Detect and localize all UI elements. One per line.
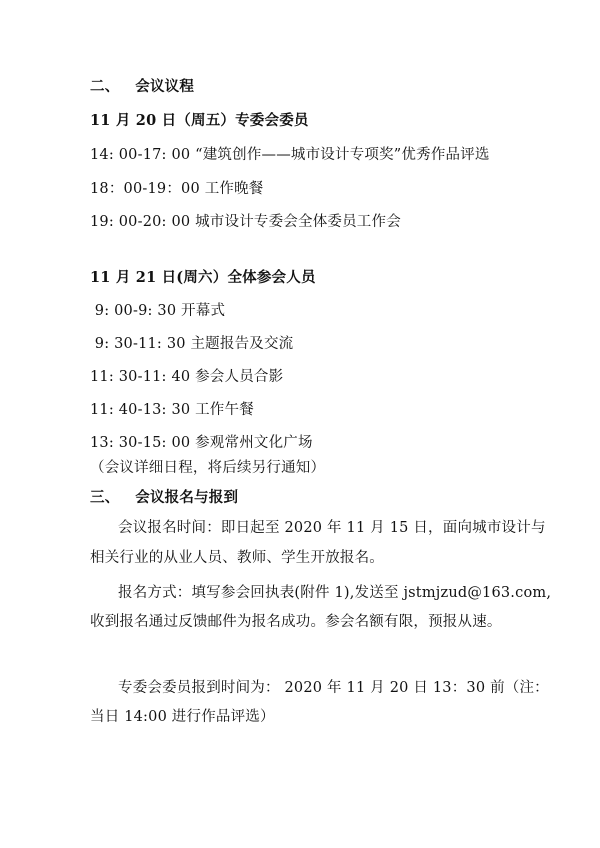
section-3-number: 三、 [90,489,120,506]
registration-method-line-1: 报名方式：填写参会回执表(附件 1),发送至 jstmjzud@163.com, [118,585,552,601]
day-2-header: 11 月 21 日(周六）全体参会人员 [90,269,316,286]
day-1-item-1: 14: 00-17: 00 “建筑创作——城市设计专项奖”优秀作品评选 [90,147,490,163]
day-2-note: （会议详细日程，将后续另行通知） [90,460,326,476]
section-3-title: 会议报名与报到 [135,489,239,506]
registration-time-line-1: 会议报名时间：即日起至 2020 年 11 月 15 日，面向城市设计与 [118,520,546,536]
day-1-header: 11 月 20 日（周五）专委会委员 [90,112,309,129]
day-1-item-2: 18：00-19：00 工作晚餐 [90,181,264,197]
registration-method-line-2: 收到报名通过反馈邮件为报名成功。参会名额有限，预报从速。 [90,614,502,630]
day-1-item-3: 19: 00-20: 00 城市设计专委会全体委员工作会 [90,214,401,230]
day-2-item-4: 11: 40-13: 30 工作午餐 [90,402,254,418]
section-2-title: 会议议程 [135,78,195,95]
registration-time-line-2: 相关行业的从业人员、教师、学生开放报名。 [90,550,384,566]
day-2-item-3: 11: 30-11: 40 参会人员合影 [90,369,284,385]
checkin-time-line-1: 专委会委员报到时间为： 2020 年 11 月 20 日 13：30 前（注： [118,680,549,696]
section-3-heading [90,489,238,507]
day-2-item-1: 9: 00-9: 30 开幕式 [90,303,226,319]
section-2-number: 二、 [90,78,120,95]
section-2-heading [90,78,194,96]
day-2-item-2: 9: 30-11: 30 主题报告及交流 [90,336,294,352]
checkin-time-line-2: 当日 14:00 进行作品评选） [90,709,275,725]
day-2-item-5: 13: 30-15: 00 参观常州文化广场 [90,435,313,451]
